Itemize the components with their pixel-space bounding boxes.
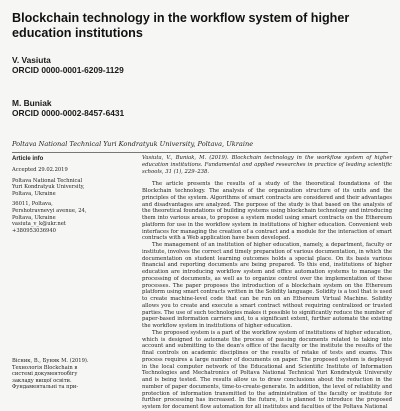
article-info-sidebar xyxy=(12,155,127,234)
author-block-1 xyxy=(12,55,372,75)
affiliation: Poltava National Technical Yuri Kondratyuk University, Poltava, Ukraine xyxy=(12,140,254,148)
citation-line: Вісник, В., Буняк М. (2019). xyxy=(12,358,89,364)
author-block-2 xyxy=(12,98,372,118)
address-line: Poltava National Technical xyxy=(12,177,83,184)
address-line: 36011, Poltava, xyxy=(12,201,53,208)
author-name: V. Vasiuta xyxy=(12,55,51,65)
abstract-paragraph: The article presents the results of a study of the theoretical foundations of the Blockchain technology. The analysis of the organization structure of its units and the principles of the system. Algorithms of smart contracts are considered and their advantages and disadvantages are analyzed. The purpose of the study is that based on the analysis of the theoretical foundations of building systems using blockchain technology and introducing them into various areas, to propose a system model using smart contracts on the Ethereum platform for use in the workflow system in institutions of higher education. Convenient web interfaces for managing the creation of a contract and a module for the interaction of smart contracts with a Web application have been developed. xyxy=(142,181,392,242)
citation-line: Фундаментальні та при- xyxy=(12,384,79,391)
address-line: Yuri Kondratyuk University, xyxy=(12,184,85,191)
institution-address xyxy=(12,178,127,198)
author-name: M. Buniak xyxy=(12,98,52,108)
author-orcid: ORCID 0000-0002-8457-6431 xyxy=(12,108,125,118)
paper-title: Blockchain technology in the workflow system of higher education institutions xyxy=(12,11,350,40)
body-paragraph: The management of an institution of higher education, namely, a department, faculty or institute, involves the correct and timely preparation of various documentation, in which the documentation on student learning outcomes holds a special place. On its basis various financial and reporting documents are being prepared. To this end, institutions of higher education are introducing workflow system and office automation systems to manage the processing of documents, as well as to organize control over the implementation of these processes. The paper proposes the introduction of a blockchain system on the Ethereum platform using smart contracts written in the Solidity language. Solidity is a tool that is used to create machine-level code that can be run on an Ethereum Virtual Machine. Solidity allows you to create and execute a smart contract without requiring centralized or trusted parties. The use of such technologies makes it possible to significantly reduce the number of paper-based information carriers and, to a significant extent, further automate the existing the workflow system in institutions of higher education. xyxy=(142,242,392,329)
body-paragraph: The proposed system is a part of the workflow system of institutions of higher education, which is designed to automate the process of passing documents related to taking into account and submitting to the dean's office of the faculty or the institute the results of the final controls on academic disciplines or the results of retake of tests and exams. This process requires a large number of documents on paper. The proposed system is deployed in the local computer network of the Educational and Scientific Institute of Information Technologies and Mechatronics of Poltava National Technical Yuri Kondratyuk University and is being tested. The results allow us to draw conclusions about the reduction in the number of paper documents, time-to-create-generate. In addition, the level of reliability and protection of information transmitted to the administration of the faculty or institute for further processing has increased. In the future, it is planned to introduce the proposed system for document flow automation for all institutes and faculties of the Poltava National xyxy=(142,329,392,410)
address-line: Poltava, Ukraine xyxy=(12,190,56,197)
citation-line: закладу вищої освіти. xyxy=(12,377,72,384)
email: vasiuta_v_k@ukr.net xyxy=(12,221,66,228)
article-info-label: Article info xyxy=(12,156,44,162)
author-orcid: ORCID 0000-0001-6209-1129 xyxy=(12,65,124,75)
address-line: Pershotravnevyi avenue, 24, xyxy=(12,207,87,214)
citation-line: системі документообігу xyxy=(12,371,78,378)
phone: +380953036940 xyxy=(12,227,56,234)
main-text xyxy=(142,155,392,411)
ukrainian-citation xyxy=(12,358,132,391)
citation: Vasiuta, V., Buniak, M. (2019). Blockchain technology in the workflow system of higher education institutions. Fundamental and applied researches in practice of leading scientific schools, 31 (1), 229–238. xyxy=(142,155,392,175)
postal-address xyxy=(12,201,127,234)
citation-line: Технологія Blockchain в xyxy=(12,364,78,371)
accepted-date: Accepted 29.02.2019 xyxy=(12,167,68,173)
divider xyxy=(12,152,388,153)
address-line: Poltava, Ukraine xyxy=(12,214,56,221)
